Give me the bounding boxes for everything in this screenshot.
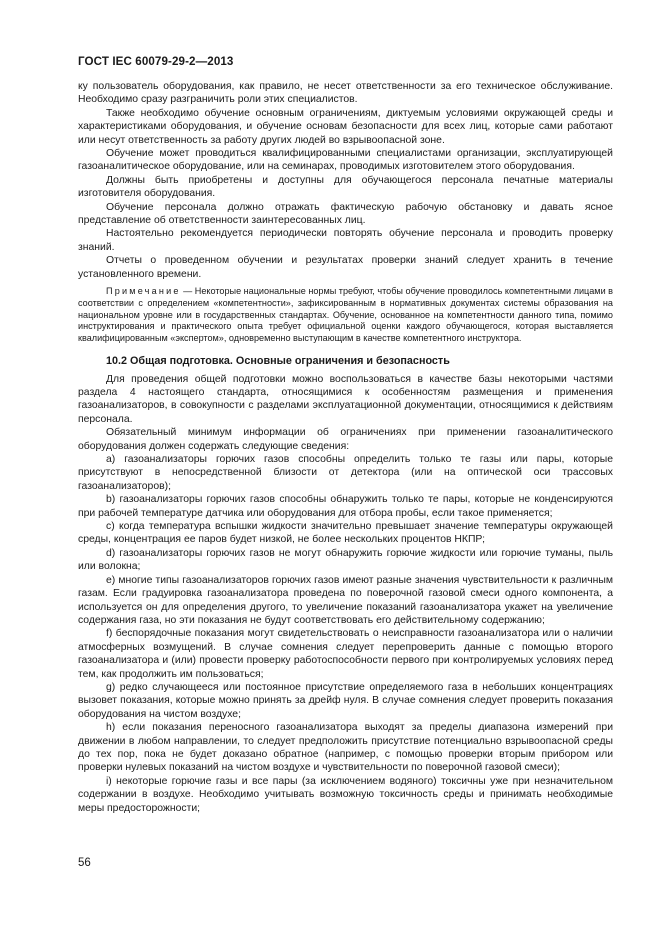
page-number: 56: [78, 857, 91, 869]
note-text: — Некоторые национальные нормы требуют, чтобы обучение проводилось компетентными лицами в соответствии с определением «компетентности», зафиксированным в нормативных документах системы образования на национальном уровне или в государственных стандартах. Обучение, основанное на компетентности данного типа, помимо инструктирования и практического опыта требует официальной оценки каждого обучающегося, которая выставляется квалифицированным «экспертом», одновременно выступающим в качестве компетентного инструктора.: [78, 286, 614, 343]
paragraph: Обучение персонала должно отражать фактическую рабочую обстановку и давать ясное представление об ответственности заинтересованных лиц.: [78, 201, 613, 227]
list-item-g: g) редко случающееся или постоянное присутствие определяемого газа в небольших концентрациях вызовет показания, которые можно принять за дрейф нуля. В случае сомнения следует проверить показания оборудования на чистом воздухе;: [78, 681, 613, 720]
paragraph-continuation: ку пользователь оборудования, как правило, не несет ответственности за его техническое обслуживание. Необходимо сразу разграничить роли этих специалистов.: [78, 81, 613, 106]
paragraph: Настоятельно рекомендуется периодически повторять обучение персонала и проводить проверку знаний.: [78, 228, 613, 253]
note: [78, 286, 613, 345]
paragraph: Должны быть приобретены и доступны для обучающегося персонала печатные материалы изготовителя оборудования.: [78, 174, 613, 200]
paragraph: Также необходимо обучение основным ограничениям, диктуемым условиями окружающей среды и характеристиками оборудования, и обучение основам безопасности для всех лиц, которые сами работают или несут ответственность за работу других людей во взрывоопасной зоне.: [78, 107, 613, 146]
paragraph: Отчеты о проведенном обучении и результатах проверки знаний следует хранить в течение установленного времени.: [78, 255, 613, 280]
paragraph: Для проведения общей подготовки можно воспользоваться в качестве базы некоторыми частями раздела 4 настоящего стандарта, относящимися к особенностям размещения и применения газоанализаторов, в совокупности с разделами эксплуатационной документации, относящимися к действиям персонала.: [78, 373, 613, 425]
note-label: Примечание: [106, 286, 181, 297]
section-body: [78, 373, 613, 815]
list-item-d: d) газоанализаторы горючих газов не могут обнаружить горючие жидкости или горючие туманы, пыль или волокна;: [78, 547, 613, 573]
list-item-a: а) газоанализаторы горючих газов способны определить только те газы или пары, которые присутствуют в непосредственной близости от детектора (или на оптической оси трассовых газоанализаторов);: [78, 454, 613, 492]
list-item-e: e) многие типы газоанализаторов горючих газов имеют разные значения чувствительности к различным газам. Если градуировка газоанализатора проведена по поверочной газовой смеси одного компонента, а используется он для определения другого, то увеличение показаний газоанализатора укажет на увеличение содержания газа, но эти показания не будут соответствовать его действительному содержанию;: [78, 574, 613, 626]
paragraph: Обязательный минимум информации об ограничениях при применении газоаналитического оборудования должен содержать следующие сведения:: [78, 427, 613, 452]
page-body: [78, 80, 613, 815]
list-item-i: i) некоторые горючие газы и все пары (за исключением водяного) токсичны уже при незначительном содержании в воздухе. Необходимо учитывать возможную токсичность среды и принимать необходимые меры предосторожности;: [78, 775, 613, 814]
section-title: 10.2 Общая подготовка. Основные ограничения и безопасность: [106, 354, 450, 367]
list-item-c: c) когда температура вспышки жидкости значительно превышает значение температуры окружающей среды, концентрация ее паров будет низкой, не более нескольких процентов НКПР;: [78, 521, 613, 546]
list-item-h: h) если показания переносного газоанализатора выходят за пределы диапазона измерений при движении в любом направлении, то следует предположить присутствие потенциально взрывоопасной среды до тех пор, пока не будет доказано обратное (например, с помощью проверки вторым прибором или проверки нулевых показаний на чистом воздухе и чувствительности по поверочной газовой смеси);: [78, 722, 613, 774]
list-item-b: b) газоанализаторы горючих газов способны обнаружить только те пары, которые не конденсируются при рабочей температуре датчика или оборудования для отбора пробы, если такое применяется;: [78, 494, 613, 519]
standard-header: ГОСТ IEC 60079-29-2—2013: [78, 55, 234, 68]
text-block-top: [78, 80, 613, 281]
list-item-f: f) беспорядочные показания могут свидетельствовать о неисправности газоанализатора или о наличии атмосферных возмущений. В случае сомнения следует перепроверить данные с помощью второго газоанализатора и (или) провести проверку работоспособности первого при контролируемых условиях перед тем, как продолжить им пользоваться;: [78, 628, 613, 680]
paragraph: Обучение может проводиться квалифицированными специалистами организации, эксплуатирующей газоаналитическое оборудование, или на семинарах, проводимых изготовителем этого оборудования.: [78, 148, 613, 173]
